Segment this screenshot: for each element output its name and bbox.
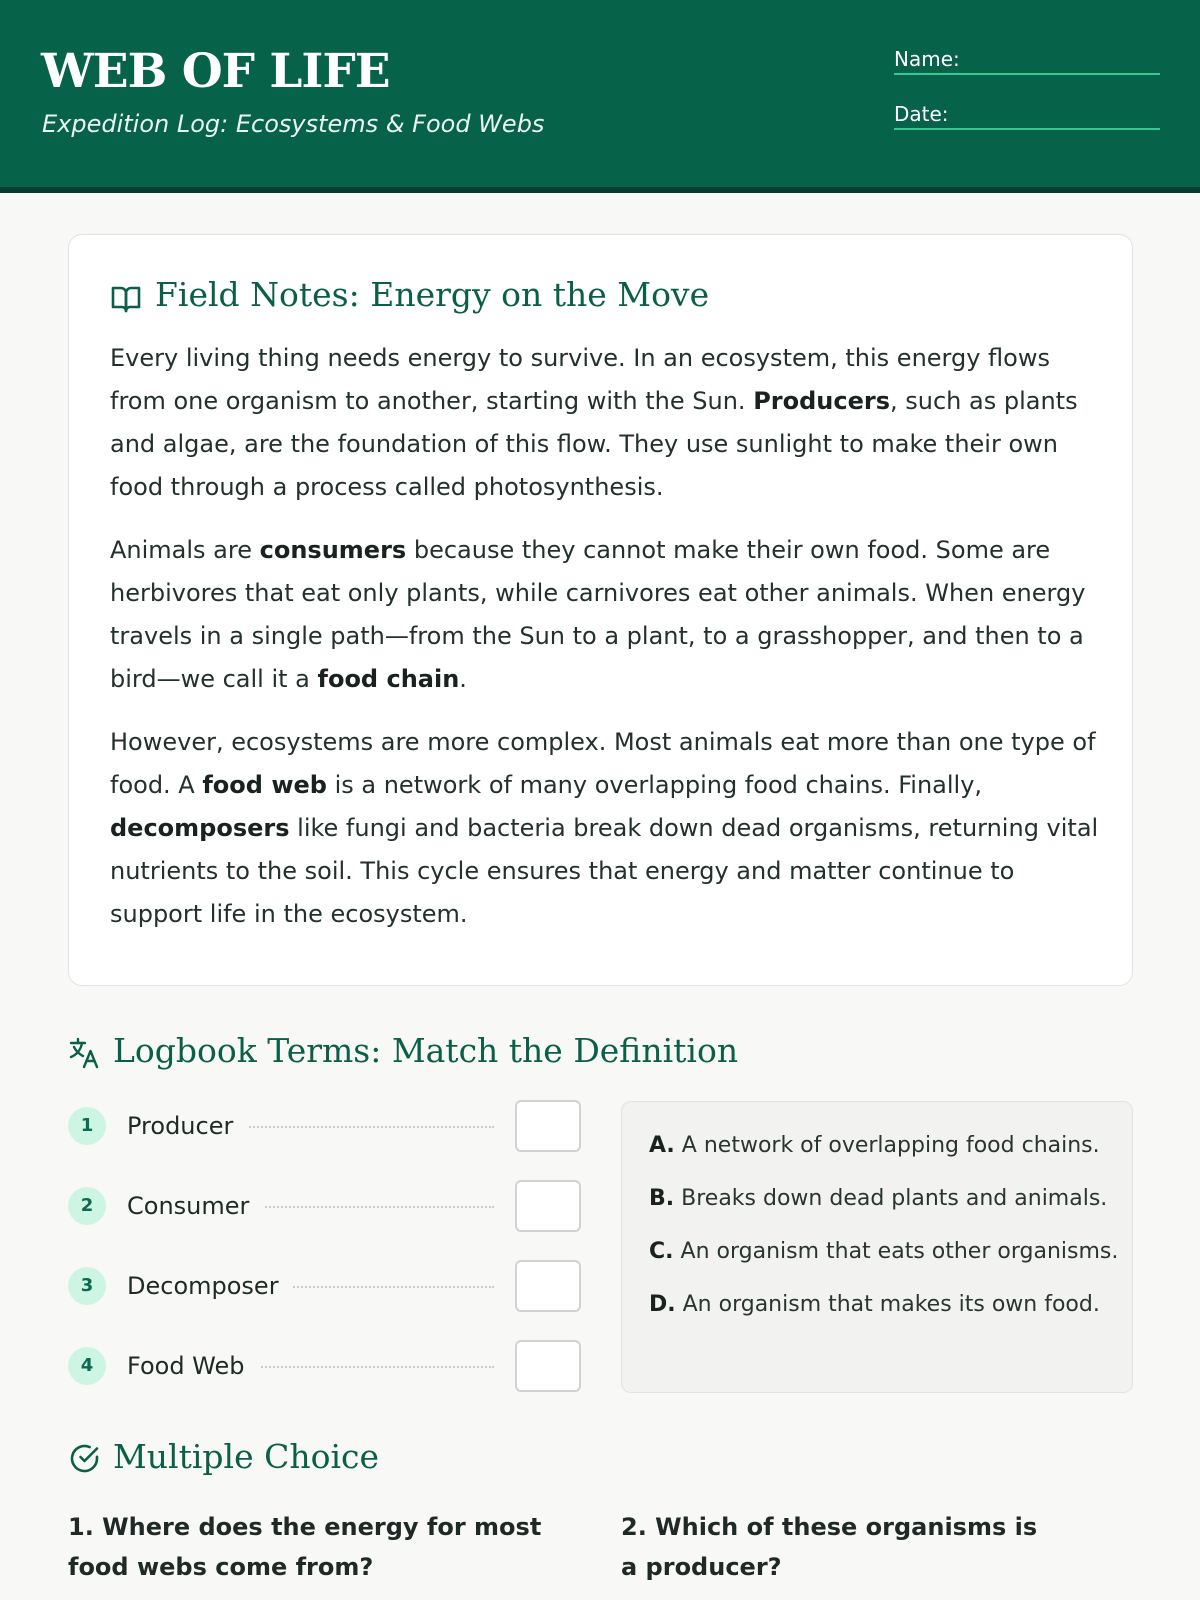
- worksheet-title: WEB OF LIFE: [41, 44, 390, 99]
- key-term: food web: [202, 771, 327, 799]
- definition-letter: A.: [649, 1133, 675, 1158]
- question-2: 2. Which of these organisms is a producer?: [621, 1513, 1038, 1581]
- check-circle-icon: [68, 1442, 101, 1483]
- multiple-choice-title: Multiple Choice: [113, 1437, 380, 1476]
- term-number-badge: 4: [68, 1347, 106, 1385]
- notes-text: Animals are: [110, 536, 260, 564]
- definition-item: [649, 1186, 1107, 1211]
- definition-text: Breaks down dead plants and animals.: [681, 1186, 1108, 1211]
- term-row: [68, 1100, 580, 1152]
- notes-paragraph: [110, 529, 1100, 701]
- key-term: consumers: [259, 536, 407, 564]
- term-label: Producer: [127, 1112, 247, 1140]
- field-notes-body: [110, 337, 1100, 956]
- term-row: [68, 1260, 580, 1312]
- notes-text: , such as plants and algae, are the foundation of this flow. They use sunlight to make their own food through a process called photosynthesis.: [110, 387, 1078, 501]
- definition-text: A network of overlapping food chains.: [681, 1133, 1100, 1158]
- key-term: food chain: [317, 665, 460, 693]
- matching-title: Logbook Terms: Match the Definition: [113, 1031, 739, 1070]
- answer-box[interactable]: [515, 1100, 581, 1152]
- name-field[interactable]: [894, 47, 1160, 75]
- name-label: Name:: [894, 47, 960, 71]
- notes-text: .: [459, 665, 467, 693]
- notes-paragraph: [110, 721, 1100, 936]
- term-number-badge: 3: [68, 1267, 106, 1305]
- notes-paragraph: [110, 337, 1100, 509]
- definition-letter: B.: [649, 1186, 675, 1211]
- date-label: Date:: [894, 102, 949, 126]
- notes-text: However, ecosystems are more complex. Most animals eat more than one type of food. A: [110, 728, 1096, 799]
- term-label: Decomposer: [127, 1272, 293, 1300]
- term-label: Food Web: [127, 1352, 259, 1380]
- definition-text: An organism that eats other organisms.: [680, 1239, 1119, 1264]
- key-term: Producers: [753, 387, 890, 415]
- answer-box[interactable]: [515, 1340, 581, 1392]
- term-row: [68, 1340, 580, 1392]
- field-notes-card: [68, 234, 1133, 986]
- answer-box[interactable]: [515, 1180, 581, 1232]
- field-notes-title: Field Notes: Energy on the Move: [155, 275, 710, 314]
- notes-text: is a network of many overlapping food chains. Finally,: [326, 771, 983, 799]
- definition-item: [649, 1133, 1100, 1158]
- definition-letter: C.: [649, 1239, 674, 1264]
- date-field[interactable]: [894, 102, 1160, 130]
- worksheet-header: [0, 0, 1200, 193]
- term-row: [68, 1180, 580, 1232]
- definition-text: An organism that makes its own food.: [682, 1292, 1100, 1317]
- answer-box[interactable]: [515, 1260, 581, 1312]
- notes-text: because they cannot make their own food. Some are herbivores that eat only plants, while carnivores eat other animals. When energy travels in a single path—from the Sun to a plant, to a grasshopper, and then to a bird—we call it a: [110, 536, 1086, 693]
- notes-text: like fungi and bacteria break down dead organisms, returning vital nutrients to the soil. This cycle ensures that energy and matter continue to support life in the ecosystem.: [110, 814, 1099, 928]
- definition-item: [649, 1292, 1100, 1317]
- term-number-badge: 2: [68, 1187, 106, 1225]
- definition-letter: D.: [649, 1292, 676, 1317]
- question-1: 1. Where does the energy for most food webs come from?: [68, 1513, 542, 1581]
- definition-item: [649, 1239, 1118, 1264]
- term-number-badge: 1: [68, 1107, 106, 1145]
- open-book-icon: [110, 283, 142, 322]
- notes-text: Every living thing needs energy to survive. In an ecosystem, this energy flows from one organism to another, starting with the Sun.: [110, 344, 1050, 415]
- term-label: Consumer: [127, 1192, 263, 1220]
- translate-icon: [68, 1036, 102, 1078]
- worksheet-subtitle: Expedition Log: Ecosystems & Food Webs: [42, 110, 545, 138]
- definitions-panel: [621, 1101, 1133, 1393]
- key-term: decomposers: [110, 814, 290, 842]
